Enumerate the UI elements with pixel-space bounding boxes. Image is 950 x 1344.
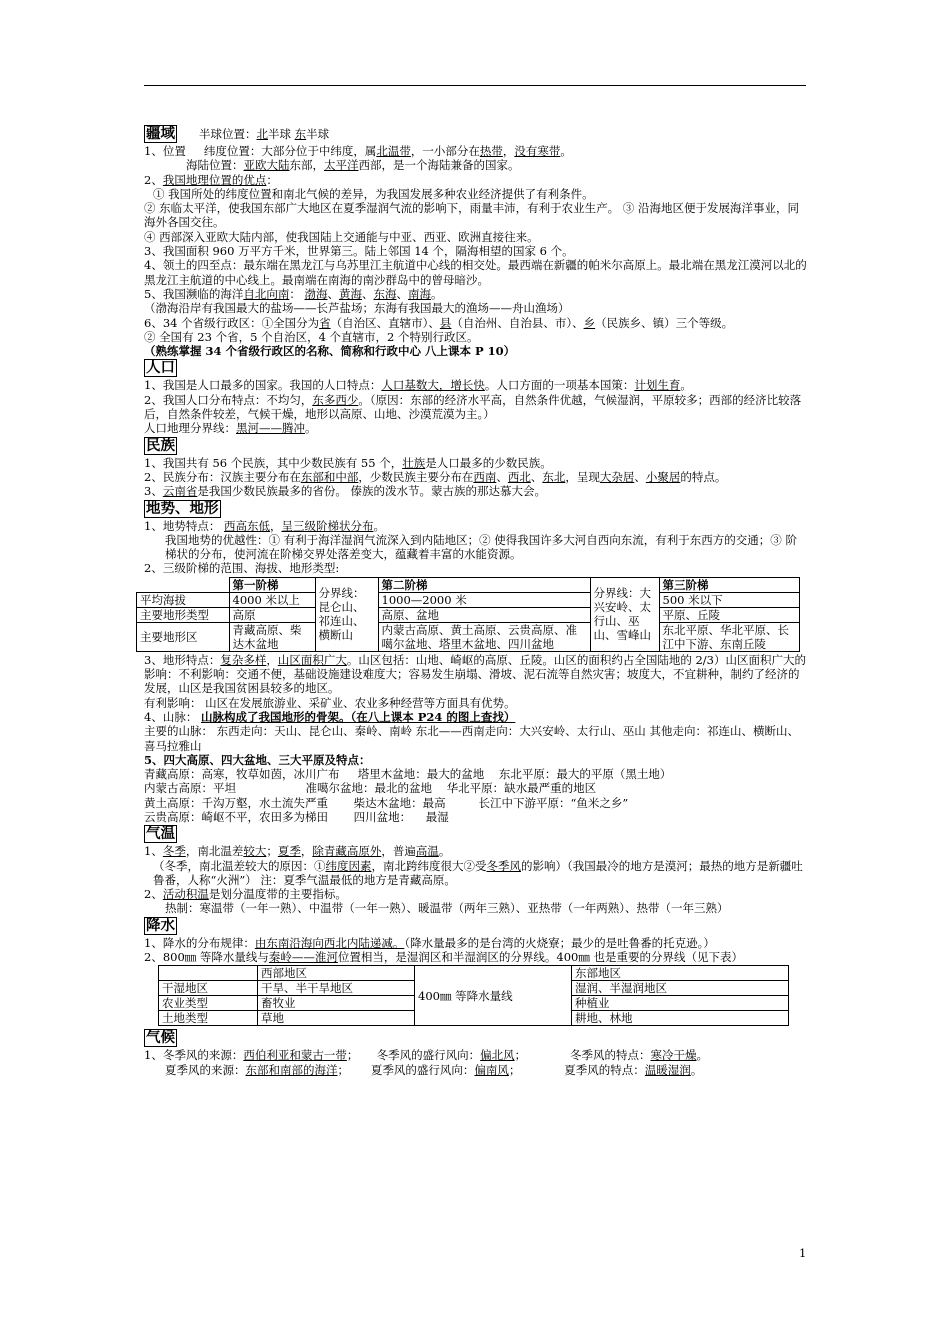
terrain-3: 3、地形特点：复杂多样，山区面积广大。山区包括：山地、崎岖的高原、丘陵。山区的面积约占全国陆地的 2/3）山区面积广大的影响：不利影响：交通不便，基础设施建设难度大；容易发生崩塌、滑坡、泥石流等自然灾害；坡度大，不宜耕种，制约了经济的发展，山区是我国贫困县较多的地区。: [144, 652, 806, 696]
sea-land-line: 海陆位置：亚欧大陆东部，太平洋西部，是一个海陆兼备的国家。: [186, 158, 520, 173]
advantage-1: ① 我国所处的纬度位置和南北气候的差异，为我国发展多种农业经济提供了有利条件。: [153, 186, 594, 201]
section-tag-climate: 气候: [146, 1029, 175, 1047]
temp-zones: 热制：寒温带（一年一熟）、中温带（一年一熟）、暖温带（两年三熟）、亚热带（一年两熟）、热带（一年三熟）: [165, 901, 729, 916]
landform-3: 黄土高原：千沟万壑，水土流失严重 柴达木盆地：最高 长江中下游平原：“鱼米之乡”: [144, 795, 629, 810]
table-row: 平均海拔 4000 米以上 1000—2000 米 500 米以下: [137, 592, 800, 607]
table-row: 土地类型 草地 耕地、林地: [159, 1011, 789, 1026]
divider-2: 分界线：大兴安岭、太行山、巫山、雪峰山: [590, 577, 659, 651]
landform-2: 内蒙古高原：平坦 准噶尔盆地：最北的盆地 华北平原：缺水最严重的地区: [144, 781, 597, 796]
table-row: 主要地形类型 高原 高原、盆地 平原、丘陵: [137, 607, 800, 622]
header-rule: [144, 85, 806, 86]
section-tag-temperature: 气温: [146, 825, 175, 843]
hemisphere-line: 半球位置：北半球 东半球: [199, 127, 330, 141]
terrain-2: 2、三级阶梯的范围、海拔、地形类型:: [144, 561, 340, 576]
ethnic-1: 1、我国共有 56 个民族，其中少数民族有 55 个，壮族是人口最多的少数民族。: [144, 455, 552, 470]
ethnic-3: 3、云南省是我国少数民族最多的省份。 傣族的泼水节。蒙古族的那达慕大会。: [144, 484, 546, 499]
provinces-note: （熟练掌握 34 个省级行政区的名称、简称和行政中心 八上课本 P 10）: [144, 344, 516, 359]
temp-cause: （冬季，南北温差较大的原因：①纬度因素，南北跨纬度很大②受冬季风的影响）（我国最冷的地方是漠河；最热的地方是新疆吐鲁番，人称“火洲”） 注：夏季气温最低的地方是青藏高原。: [153, 858, 803, 887]
section-tag-ethnic: 民族: [146, 436, 175, 454]
temp-2: 2、活动积温是划分温度带的主要指标。: [144, 887, 347, 902]
terrain-5: 5、四大高原、四大盆地、三大平原及特点：: [144, 752, 371, 767]
latitude-line: 1、位置 纬度位置：大部分位于中纬度，属北温带，一小部分在热带，没有寒带。: [144, 144, 572, 158]
population-1: 1、我国是人口最多的国家。我国的人口特点：人口基数大，增长快。人口方面的一项基本国策：计划生育。: [144, 378, 692, 393]
terrain-3-benefit: 有利影响： 山区在发展旅游业、采矿业、农业多种经营等方面具有优势。: [144, 695, 516, 710]
population-2: 2、我国人口分布特点：不均匀，东多西少。（原因：东部的经济水平高，自然条件优越，气候湿润，平原较多；西部的经济比较落后，自然条件较差，气候干燥，地形以高原、山地、沙漠荒漠为主。）: [144, 392, 802, 422]
climate-1: 1、冬季风的来源：西伯利亚和蒙古一带； 冬季风的盛行风向：偏北风； 冬季风的特点：寒冷干燥。: [144, 1048, 708, 1063]
table-row: 农业类型 畜牧业 种植业: [159, 996, 789, 1011]
climate-2: 夏季风的来源：东部和南部的海洋； 夏季风的盛行风向：偏南风； 夏季风的特点：温暖湿润。: [165, 1062, 703, 1077]
terrain-1: 1、地势特点： 西高东低，呈三级阶梯状分布。: [144, 518, 385, 533]
advantage-heading: 2、我国地理位置的优点：: [144, 172, 278, 187]
seas-note: （渤海沿岸有我国最大的盐场——长芦盐场；东海有我国最大的渔场——舟山渔场）: [144, 301, 570, 316]
population-3: 人口地理分界线：黑河——腾冲。: [144, 421, 317, 436]
steps-table: [136, 577, 800, 652]
advantage-2: ② 东临太平洋，使我国东部广大地区在夏季湿润气流的影响下，雨量丰沛，有利于农业生产。 ③ 沿海地区便于发展海洋事业，同海外各国交往。: [144, 201, 799, 230]
rain-1: 1、降水的分布规律：由东南沿海向西北内陆递减。（降水量最多的是台湾的火烧寮；最少的是吐鲁番的托克逊。）: [144, 935, 715, 950]
table-row: 第一阶梯 分界线：昆仑山、祁连山、横断山 第二阶梯 分界线：大兴安岭、太行山、巫山、雪峰山 第三阶梯: [137, 577, 800, 592]
terrain-4: 4、山脉： 山脉构成了我国地形的骨架。（在八上课本 P24 的图上查找）: [144, 709, 516, 724]
document-body: [140, 124, 808, 1077]
provinces-count: ② 全国有 23 个省，5 个自治区，4 个直辖市，2 个特别行政区。: [144, 329, 479, 344]
rain-2: 2、800㎜ 等降水量线与秦岭——淮河位置相当，是湿润区和半湿润区的分界线。400㎜ 也是重要的分界线（见下表）: [144, 950, 744, 965]
provinces-line: 6、34 个省级行政区：①全国分为省（自治区、直辖市）、县（自治州、自治县、市）、乡（民族乡、镇）三个等级。: [144, 315, 734, 330]
terrain-advantage: 我国地势的优越性：① 有利于海洋湿润气流深入到内陆地区；② 使得我国许多大河自西向东流，有利于东西方的交通；③ 阶梯状的分布，使河流在阶梯交界处落差变大，蕴藏着丰富的水能资源。: [165, 532, 797, 562]
landform-4: 云贵高原：崎岖不平，农田多为梯田 四川盆地： 最湿: [144, 809, 449, 824]
divider-1: 分界线：昆仑山、祁连山、横断山: [315, 577, 378, 651]
isohyet-400: 400㎜ 等降水量线: [415, 966, 572, 1026]
seas-line: 5、我国濒临的海洋自北向南： 渤海、黄海、东海、南海。: [144, 286, 443, 301]
mountains-line: 主要的山脉： 东西走向：天山、昆仑山、秦岭、南岭 东北——西南走向：大兴安岭、太行山、巫山 其他走向：祁连山、横断山、喜马拉雅山: [144, 724, 799, 753]
ethnic-2: 2、民族分布：汉族主要分布在东部和中部，少数民族主要分布在西南、西北、东北，呈现大杂居、小聚居的特点。: [144, 469, 727, 484]
section-tag-terrain: 地势、地形: [146, 499, 219, 517]
heading-territory: [144, 124, 808, 144]
table-row: 干湿地区 干旱、半干旱地区 湿润、半湿润地区: [159, 981, 789, 996]
section-tag-precipitation: 降水: [146, 916, 175, 934]
extremes-line: 4、领土的四至点：最东端在黑龙江与乌苏里江主航道中心线的相交处。最西端在新疆的帕米尔高原上。最北端在黑龙江漠河以北的黑龙江主航道的中心线上。最南端在南海的南沙群岛中的曾母暗沙。: [144, 258, 807, 287]
table-row: 西部地区 400㎜ 等降水量线 东部地区: [159, 966, 789, 981]
page-number: 1: [799, 1246, 807, 1260]
section-tag-territory: 疆域: [146, 125, 175, 142]
temp-1: 1、冬季，南北温差较大；夏季，除青藏高原外，普遍高温。: [144, 844, 451, 859]
rain-zone-table: [158, 965, 789, 1026]
landform-1: 青藏高原：高寒，牧草如茵，冰川广布 塔里木盆地：最大的盆地 东北平原：最大的平原（黑土地）: [144, 767, 672, 782]
area-line: 3、我国面积 960 万平方千米，世界第三。陆上邻国 14 个，隔海相望的国家 6 个。: [144, 244, 574, 259]
advantage-4: ④ 西部深入亚欧大陆内部，使我国陆上交通能与中亚、西亚、欧洲直接往来。: [144, 229, 539, 244]
section-tag-population: 人口: [146, 359, 175, 377]
table-row: 主要地形区 青藏高原、柴达木盆地 内蒙古高原、黄土高原、云贵高原、准噶尔盆地、塔里木盆地、四川盆地 东北平原、华北平原、长江中下游、东南丘陵: [137, 622, 800, 651]
